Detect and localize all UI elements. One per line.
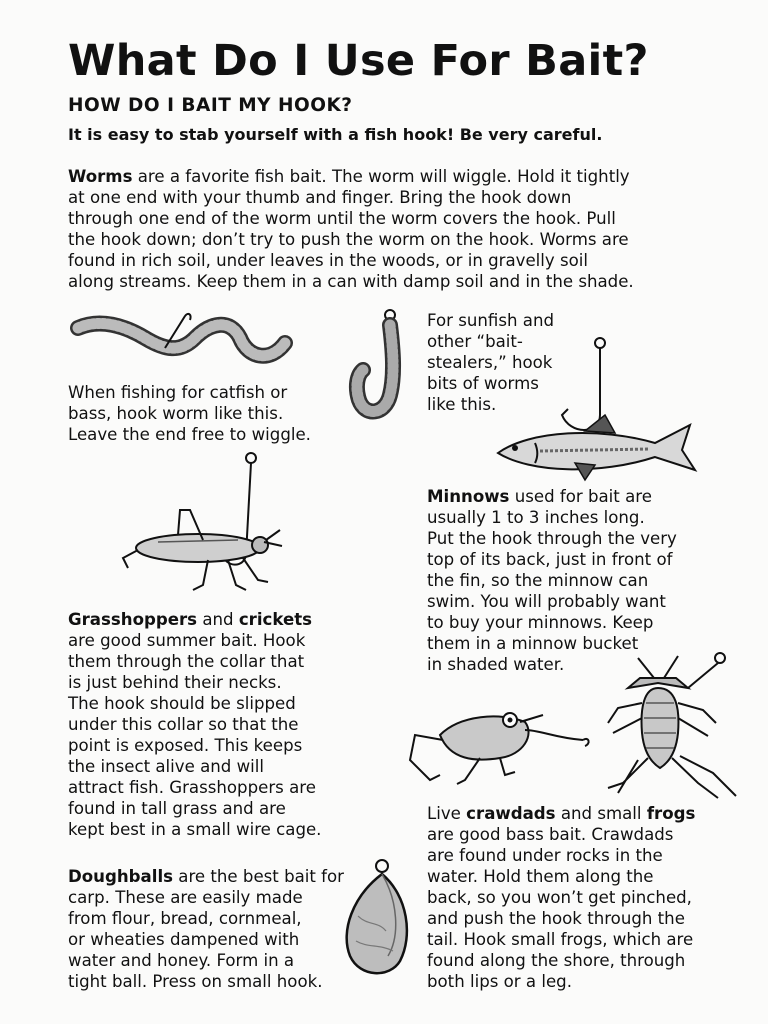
curled-worm-illustration [345,305,425,430]
frogs-lead: frogs [646,804,696,823]
grasshopper-on-hook-illustration [118,450,283,600]
page-title: What Do I Use For Bait? [68,36,649,86]
grasshoppers-paragraph: Grasshoppers and crickets are good summer bait. Hook them through the collar that is just behind their necks. The hook should be slipped under this collar so that the point is exposed. This keeps the insect alive and will attract fish. Grasshoppers are found in tall grass and are kept best in a small wire cage. [68,610,322,839]
worm-on-hook-illustration [70,308,300,378]
worms-paragraph: Worms are a favorite fish bait. The worm will wiggle. Hold it tightly at one end with your thumb and finger. Bring the hook down through one end of the worm until the worm covers the hook. Pull the hook down; don’t try to push the worm on the hook. Worms are found in rich soil, under leaves in the woods, or in gravelly soil along streams. Keep them in a can with damp soil and in the shade. [68,167,634,291]
minnow-on-hook-illustration [490,335,705,485]
crawdads-paragraph: Live crawdads and small frogs are good bass bait. Crawdads are found under rocks in the water. Hold them along the back, so you won’t get pinched, and push the hook through the tail. Hook small frogs, which are found along the shore, through both lips or a leg. [427,804,696,991]
worms-lead: Worms [68,167,133,186]
doughballs-paragraph: Doughballs are the best bait for carp. These are easily made from flour, bread, cornmeal, or wheaties dampened with water and honey. Form in a tight ball. Press on small hook. [68,867,344,991]
sunfish-caption: For sunfish and other “bait- stealers,” hook bits of worms like this. [427,311,554,414]
doughballs-lead: Doughballs [68,867,174,886]
minnows-lead: Minnows [427,487,510,506]
catfish-caption: When fishing for catfish or bass, hook worm like this. Leave the end free to wiggle. [68,383,311,444]
crickets-lead: crickets [238,610,313,629]
grasshoppers-lead: Grasshoppers [68,610,198,629]
crawdads-lead: crawdads [466,804,556,823]
doughball-on-hook-illustration [338,856,418,986]
frog-on-hook-illustration [405,700,595,790]
safety-warning: It is easy to stab yourself with a fish hook! Be very careful. [68,125,603,144]
page-subtitle: HOW DO I BAIT MY HOOK? [68,95,353,116]
minnows-paragraph: Minnows used for bait are usually 1 to 3 inches long. Put the hook through the very top of its back, just in front of the fin, so the minnow can swim. You will probably want to buy your minnows. Keep them in a minnow bucket in shaded water. [427,487,677,674]
crawdad-illustration [598,648,748,806]
